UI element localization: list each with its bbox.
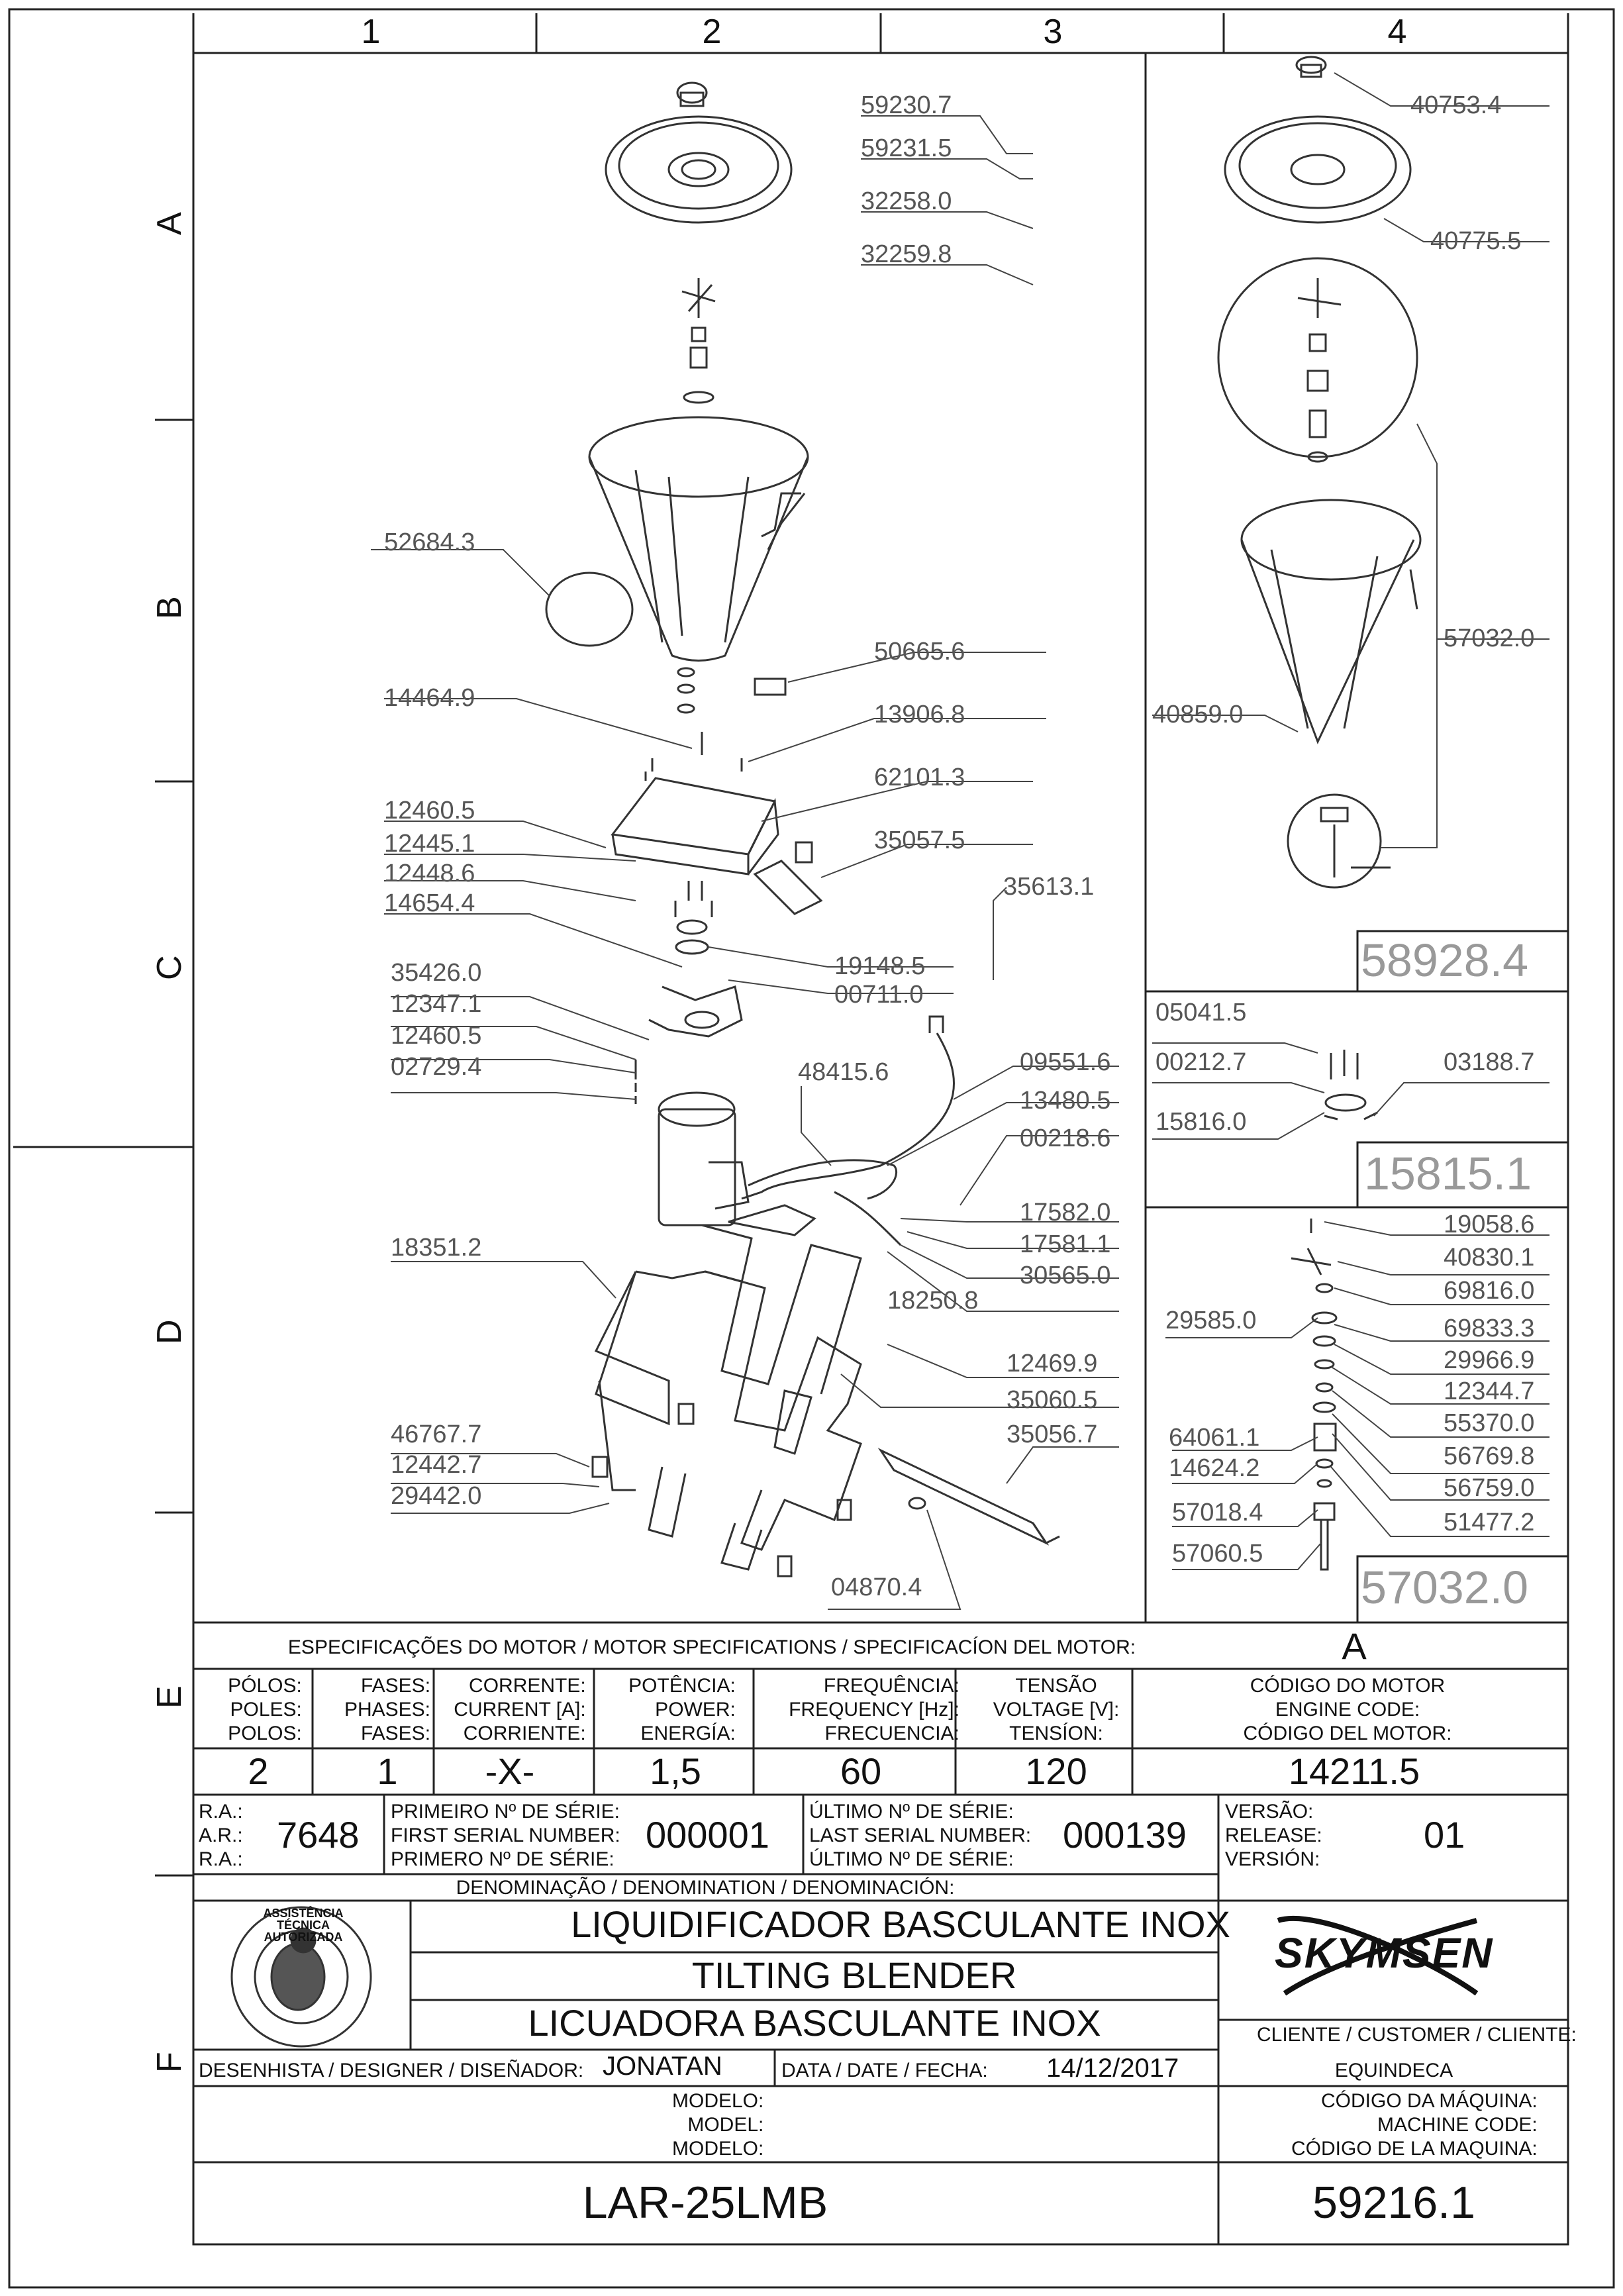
spec-value-voltage: 120 xyxy=(1025,1750,1087,1792)
last-serial-label: ÚLTIMO Nº DE SÉRIE: LAST SERIAL NUMBER: ÚLTIMO Nº DE SÉRIE: xyxy=(809,1801,1032,1870)
part-number: 32258.0 xyxy=(861,187,952,215)
spec-value-frequency: 60 xyxy=(840,1750,882,1792)
part-number: 35426.0 xyxy=(391,959,482,987)
part-number: 12448.6 xyxy=(384,860,475,887)
machine-code-label: CÓDIGO DA MÁQUINA: MACHINE CODE: CÓDIGO DE LA MAQUINA: xyxy=(1291,2090,1538,2160)
spec-header-engine-code: CÓDIGO DO MOTOR ENGINE CODE: CÓDIGO DEL MOTOR: xyxy=(1243,1675,1452,1744)
detail-box-number: 15815.1 xyxy=(1364,1148,1532,1199)
part-number: 64061.1 xyxy=(1169,1424,1260,1452)
part-number: 29966.9 xyxy=(1444,1346,1535,1374)
first-serial-label: PRIMEIRO Nº DE SÉRIE: FIRST SERIAL NUMBER: PRIMERO Nº DE SÉRIE: xyxy=(391,1801,620,1870)
spec-header-frequency: FREQUÊNCIA: FREQUENCY [Hz]: FRECUENCIA: xyxy=(789,1675,959,1744)
spec-value-power: 1,5 xyxy=(650,1750,701,1792)
seal-text: ASSISTÊNCIA TÉCNICA AUTORIZADA xyxy=(263,1907,344,1944)
part-number: 15816.0 xyxy=(1156,1108,1247,1136)
row-label: D xyxy=(150,1319,189,1344)
part-number: 40830.1 xyxy=(1444,1244,1535,1272)
part-number: 69833.3 xyxy=(1444,1315,1535,1342)
spec-header-poles: PÓLOS: POLES: POLOS: xyxy=(228,1675,302,1744)
part-number: 40859.0 xyxy=(1152,701,1244,728)
designer-value: JONATAN xyxy=(603,2052,722,2081)
product-name-en: TILTING BLENDER xyxy=(691,1954,1017,1996)
client-label: CLIENTE / CUSTOMER / CLIENTE: xyxy=(1257,2024,1577,2046)
detail-box-number: 57032.0 xyxy=(1361,1562,1529,1613)
part-number: 14464.9 xyxy=(384,684,475,712)
brand-logo-text: SKYMSEN xyxy=(1275,1929,1494,1977)
part-number: 17582.0 xyxy=(1020,1199,1111,1226)
date-value: 14/12/2017 xyxy=(1046,2054,1179,2083)
designer-label: DESENHISTA / DESIGNER / DISEÑADOR: xyxy=(199,2060,584,2081)
row-label: B xyxy=(150,596,189,619)
ra-value: 7648 xyxy=(277,1814,360,1856)
part-number: 52684.3 xyxy=(384,528,475,556)
part-number: 59230.7 xyxy=(861,91,952,119)
part-number: 02729.4 xyxy=(391,1053,482,1081)
part-number: 57032.0 xyxy=(1444,624,1535,652)
version-label: VERSÃO: RELEASE: VERSIÓN: xyxy=(1225,1801,1322,1870)
part-number: 48415.6 xyxy=(798,1058,889,1086)
part-number: 00711.0 xyxy=(834,981,924,1009)
ra-label: R.A.: A.R.: R.A.: xyxy=(199,1801,243,1870)
product-name-es: LICUADORA BASCULANTE INOX xyxy=(528,2002,1101,2044)
part-number: 12460.5 xyxy=(391,1022,482,1050)
spec-header-current: CORRENTE: CURRENT [A]: CORRIENTE: xyxy=(454,1675,586,1744)
part-number: 32259.8 xyxy=(861,240,952,268)
part-number: 12442.7 xyxy=(391,1451,482,1479)
detail-box-number: 58928.4 xyxy=(1361,934,1529,986)
version-letter: A xyxy=(1342,1625,1367,1667)
spec-header-voltage: TENSÃO VOLTAGE [V]: TENSÍON: xyxy=(993,1675,1120,1744)
part-number: 19148.5 xyxy=(834,952,926,980)
part-number: 19058.6 xyxy=(1444,1211,1535,1238)
motor-spec-heading: ESPECIFICAÇÕES DO MOTOR / MOTOR SPECIFICATIONS / SPECIFICACÍON DEL MOTOR: xyxy=(287,1636,1136,1658)
part-number: 12469.9 xyxy=(1007,1350,1098,1377)
part-number: 40753.4 xyxy=(1410,91,1502,119)
spec-value-phases: 1 xyxy=(377,1750,398,1792)
part-number: 12445.1 xyxy=(384,830,475,858)
machine-code-value: 59216.1 xyxy=(1312,2177,1475,2228)
part-number: 50665.6 xyxy=(874,638,965,666)
part-number: 17581.1 xyxy=(1020,1230,1111,1258)
part-number: 35060.5 xyxy=(1007,1386,1098,1414)
part-number: 29585.0 xyxy=(1165,1307,1257,1334)
part-number: 62101.3 xyxy=(874,764,965,791)
part-number: 12460.5 xyxy=(384,797,475,824)
part-number: 04870.4 xyxy=(831,1573,922,1601)
part-number: 30565.0 xyxy=(1020,1262,1111,1289)
spec-header-power: POTÊNCIA: POWER: ENERGÍA: xyxy=(628,1675,736,1744)
part-number: 03188.7 xyxy=(1444,1048,1535,1076)
part-number: 12347.1 xyxy=(391,990,482,1018)
part-number: 18351.2 xyxy=(391,1234,482,1262)
part-number: 51477.2 xyxy=(1444,1509,1535,1536)
part-number: 18250.8 xyxy=(887,1287,979,1315)
model-value: LAR-25LMB xyxy=(582,2177,828,2228)
spec-value-engine-code: 14211.5 xyxy=(1288,1750,1420,1792)
spec-value-poles: 2 xyxy=(248,1750,269,1792)
date-label: DATA / DATE / FECHA: xyxy=(781,2060,988,2081)
column-label: 4 xyxy=(1387,13,1407,51)
part-number: 14654.4 xyxy=(384,889,475,917)
spec-header-phases: FASES: PHASES: FASES: xyxy=(344,1675,431,1744)
column-label: 1 xyxy=(361,13,381,51)
part-number: 55370.0 xyxy=(1444,1409,1535,1437)
column-label: 3 xyxy=(1043,13,1063,51)
row-label: C xyxy=(150,955,189,980)
part-number: 13906.8 xyxy=(874,701,965,728)
product-name-pt: LIQUIDIFICADOR BASCULANTE INOX xyxy=(571,1903,1230,1945)
part-number: 56769.8 xyxy=(1444,1442,1535,1470)
row-label: F xyxy=(150,2052,189,2073)
last-serial-value: 000139 xyxy=(1063,1814,1187,1856)
spec-value-current: -X- xyxy=(485,1750,535,1792)
part-number: 69816.0 xyxy=(1444,1277,1535,1305)
client-value: EQUINDECA xyxy=(1334,2060,1453,2081)
part-number: 00218.6 xyxy=(1020,1124,1111,1152)
column-label: 2 xyxy=(702,13,722,51)
part-number: 35057.5 xyxy=(874,826,965,854)
part-number: 00212.7 xyxy=(1156,1048,1247,1076)
part-number: 46767.7 xyxy=(391,1421,482,1448)
denomination-label: DENOMINAÇÃO / DENOMINATION / DENOMINACIÓN: xyxy=(456,1877,955,1899)
part-number: 05041.5 xyxy=(1156,999,1247,1026)
part-number: 57018.4 xyxy=(1172,1499,1263,1526)
part-number: 13480.5 xyxy=(1020,1087,1111,1115)
part-number: 29442.0 xyxy=(391,1482,482,1510)
model-label: MODELO: MODEL: MODELO: xyxy=(672,2090,764,2160)
part-number: 56759.0 xyxy=(1444,1474,1535,1502)
part-number: 09551.6 xyxy=(1020,1048,1111,1076)
row-label: A xyxy=(150,212,189,235)
first-serial-value: 000001 xyxy=(646,1814,769,1856)
part-number: 35613.1 xyxy=(1003,873,1095,901)
part-number: 40775.5 xyxy=(1430,227,1522,255)
part-number: 35056.7 xyxy=(1007,1421,1098,1448)
row-label: E xyxy=(150,1685,189,1709)
part-number: 12344.7 xyxy=(1444,1377,1535,1405)
part-number: 14624.2 xyxy=(1169,1454,1260,1482)
version-value: 01 xyxy=(1424,1814,1465,1856)
part-number: 59231.5 xyxy=(861,134,952,162)
part-number: 57060.5 xyxy=(1172,1540,1263,1568)
